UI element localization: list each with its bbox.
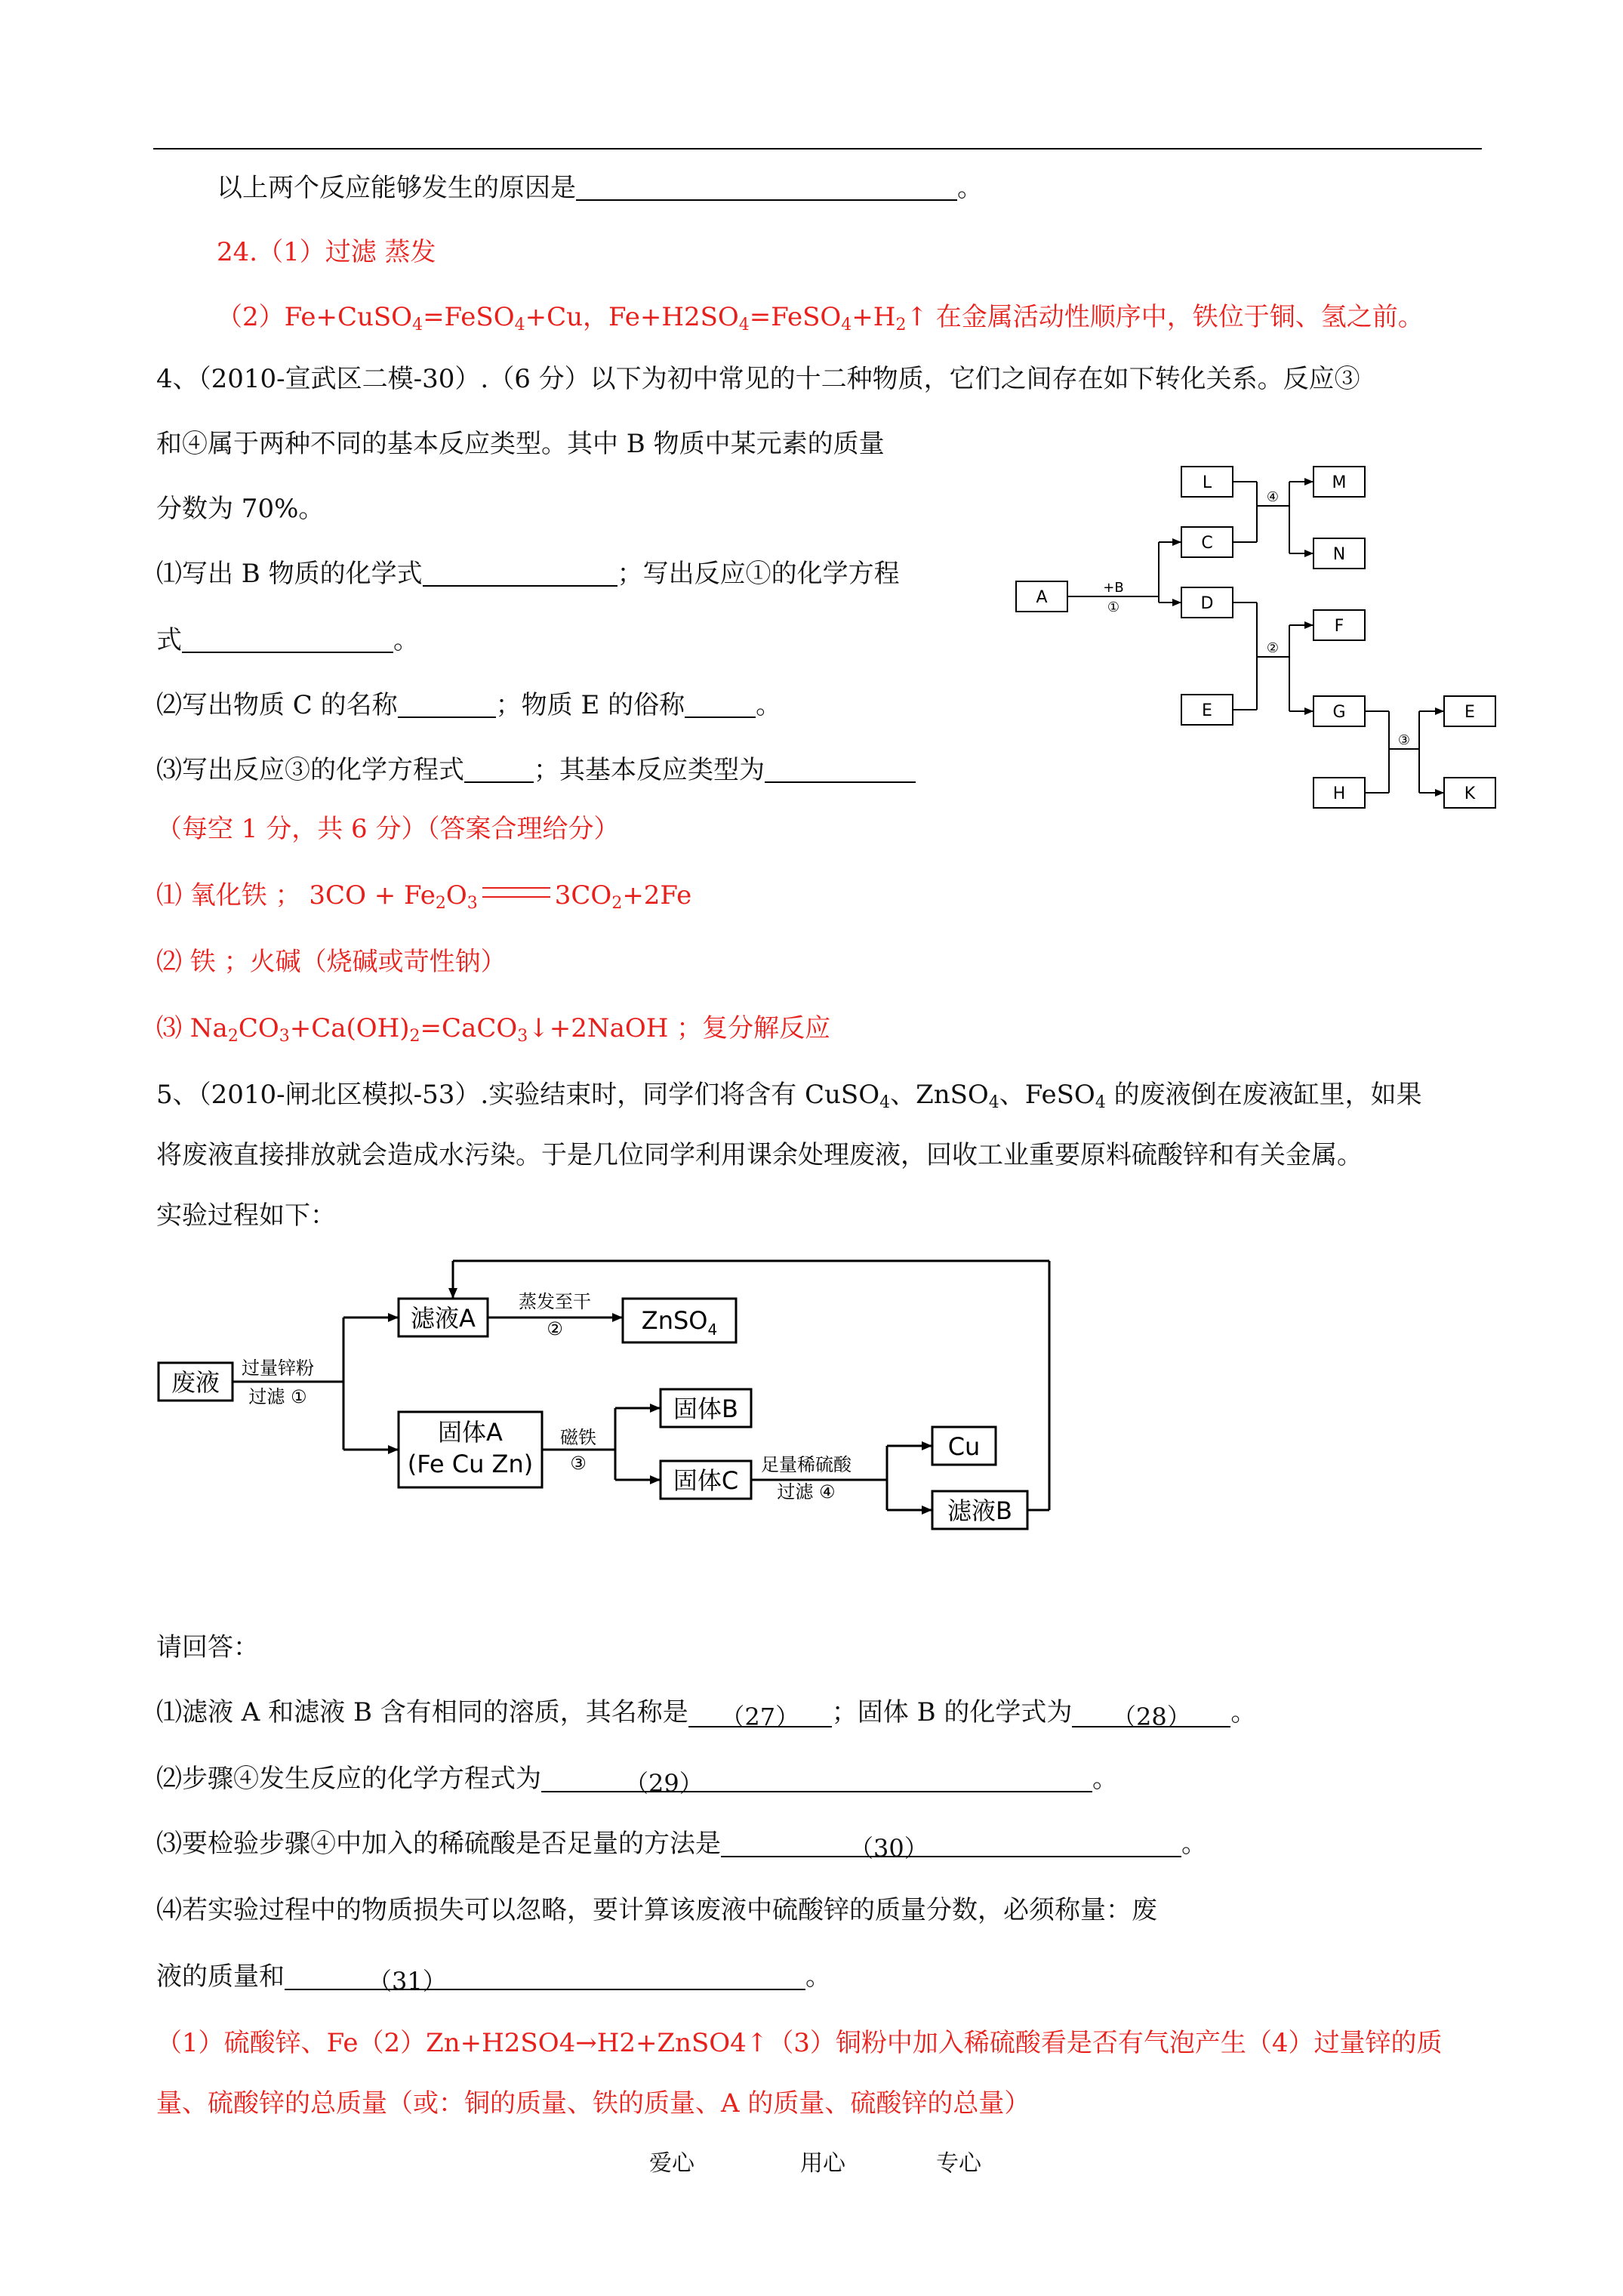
question-5-part-4: ⑷若实验过程中的物质损失可以忽略，要计算该废液中硫酸锌的质量分数，必须称量：废 bbox=[156, 1895, 1157, 1925]
header-rule bbox=[153, 148, 1482, 149]
filtrate-b-label: 滤液B bbox=[947, 1496, 1012, 1525]
solid-a-label: 固体A bbox=[438, 1418, 503, 1447]
answer-blank bbox=[765, 756, 916, 783]
node-k-label: K bbox=[1464, 784, 1476, 803]
node-m-label: M bbox=[1332, 473, 1347, 492]
step-2-mark: ② bbox=[547, 1318, 563, 1339]
reaction-4-mark: ④ bbox=[1266, 489, 1280, 505]
solid-b-label: 固体B bbox=[673, 1395, 738, 1423]
answer-5-line-1: （1）硫酸锌、Fe（2）Zn+H2SO4→H2+ZnSO4↑（3）铜粉中加入稀硫酸看是否有气泡产生（4）过量锌的质 bbox=[156, 2028, 1443, 2058]
text-line-reason: 以上两个反应能够发生的原因是 。 bbox=[217, 173, 983, 203]
reaction-3-mark: ③ bbox=[1397, 732, 1411, 748]
answer-blank bbox=[464, 756, 534, 783]
answer-24-2: （2）Fe+CuSO$_4$=FeSO$_4$+Cu，$Fe+H2SO_4=FeSO_4+H_2↑$ 在金属活动性顺序中，铁位于铜、氢之前。 bbox=[217, 302, 1424, 334]
equation-sign bbox=[482, 887, 550, 898]
answer-blank-31: （31） bbox=[285, 1965, 805, 1990]
node-f-label: F bbox=[1334, 617, 1344, 636]
node-n-label: N bbox=[1332, 545, 1346, 564]
step-1-filter: 过滤 ① bbox=[248, 1386, 307, 1407]
question-5-prompt: 请回答： bbox=[156, 1632, 259, 1663]
question-5-line-3: 实验过程如下： bbox=[156, 1200, 336, 1231]
node-g-label: G bbox=[1332, 703, 1346, 722]
answer-blank bbox=[685, 691, 756, 718]
question-4-line-1: 4、（2010-宣武区二模-30）.（6 分）以下为初中常见的十二种物质，它们之间存在如下转化关系。反应③ bbox=[156, 364, 1360, 394]
answer-4-part-2: ⑵ 铁 ；火碱（烧碱或苛性钠） bbox=[156, 947, 507, 977]
step-4-acid: 足量稀硫酸 bbox=[761, 1454, 852, 1475]
footer-love: 爱心 bbox=[649, 2150, 694, 2177]
reaction-network-diagram bbox=[1012, 453, 1510, 831]
node-c-label: C bbox=[1201, 534, 1213, 553]
answer-blank bbox=[423, 559, 617, 587]
question-4-part-3: ⑶写出反应③的化学方程式 ；其基本反应类型为 bbox=[156, 754, 916, 787]
answer-blank bbox=[576, 174, 957, 201]
znso4-label: ZnSO$_4$ bbox=[641, 1306, 718, 1339]
answer-blank-27: （27） bbox=[688, 1700, 832, 1727]
question-5-part-2: ⑵步骤④发生反应的化学方程式为 （29） 。 bbox=[156, 1764, 1118, 1798]
question-4-part-1b: 式 。 bbox=[156, 625, 419, 655]
answer-4-part-1: ⑴ 氧化铁 ； $3CO + Fe_2O_3$ $3CO_2+2Fe$ bbox=[156, 880, 692, 913]
question-5-line-2: 将废液直接排放就会造成水污染。于是几位同学利用课余处理废液，回收工业重要原料硫酸锌和有关金属。 bbox=[156, 1140, 1363, 1170]
filtrate-a-label: 滤液A bbox=[411, 1304, 476, 1333]
node-e2-label: E bbox=[1464, 703, 1475, 722]
question-5-part-3: ⑶要检验步骤④中加入的稀硫酸是否足量的方法是 （30） 。 bbox=[156, 1829, 1207, 1863]
answer-4-scoring: （每空 1 分，共 6 分）（答案合理给分） bbox=[156, 814, 620, 844]
question-4-part-2: ⑵写出物质 C 的名称 ；物质 E 的俗称 。 bbox=[156, 690, 782, 720]
node-d-label: D bbox=[1200, 594, 1214, 613]
answer-blank bbox=[182, 626, 393, 653]
waste-label: 废液 bbox=[171, 1368, 220, 1397]
process-flow-diagram bbox=[151, 1246, 1064, 1533]
cu-label: Cu bbox=[947, 1432, 981, 1461]
question-5-line-1: 5、（2010-闸北区模拟-53）.实验结束时，同学们将含有 CuSO$_4$、ZnSO$_4$、FeSO$_4$ 的废液倒在废液缸里，如果 bbox=[156, 1080, 1422, 1112]
footer-care: 用心 bbox=[800, 2150, 845, 2177]
question-5-part-4b: 液的质量和 （31） 。 bbox=[156, 1962, 831, 1996]
node-a-label: A bbox=[1036, 588, 1048, 607]
step-1-reagent: 过量锌粉 bbox=[242, 1358, 314, 1379]
answer-4-part-3: ⑶ $Na_2CO_3+Ca(OH)_2=CaCO_3↓+2NaOH$ ；复分解反应 bbox=[156, 1013, 831, 1046]
node-h-label: H bbox=[1332, 784, 1346, 803]
solid-a-composition: (Fe Cu Zn) bbox=[407, 1450, 534, 1478]
step-3-mark: ③ bbox=[570, 1453, 587, 1474]
reagent-plus-b: +B bbox=[1103, 580, 1124, 596]
answer-blank-29: （29） bbox=[541, 1767, 1092, 1792]
solid-c-label: 固体C bbox=[673, 1466, 739, 1495]
answer-blank bbox=[398, 691, 496, 718]
answer-blank-30: （30） bbox=[721, 1832, 1181, 1857]
footer-focus: 专心 bbox=[936, 2150, 981, 2177]
question-4-part-1: ⑴写出 B 物质的化学式 ；写出反应①的化学方程 bbox=[156, 559, 900, 589]
answer-24-1: 24.（1）过滤 蒸发 bbox=[217, 237, 436, 267]
answer-blank-28: （28） bbox=[1072, 1700, 1230, 1727]
answer-5-line-2: 量、硫酸锌的总质量（或：铜的质量、铁的质量、A 的质量、硫酸锌的总量） bbox=[156, 2088, 1030, 2119]
reaction-1-mark: ① bbox=[1107, 599, 1120, 615]
node-e-label: E bbox=[1202, 701, 1212, 720]
question-4-line-2: 和④属于两种不同的基本反应类型。其中 B 物质中某元素的质量 bbox=[156, 429, 885, 459]
question-4-line-3: 分数为 70%。 bbox=[156, 494, 325, 524]
step-3-magnet: 磁铁 bbox=[560, 1427, 596, 1448]
reaction-2-mark: ② bbox=[1266, 640, 1280, 656]
step-2-evaporate: 蒸发至干 bbox=[519, 1291, 591, 1312]
node-l-label: L bbox=[1202, 473, 1212, 492]
step-4-filter: 过滤 ④ bbox=[777, 1481, 836, 1502]
question-5-part-1: ⑴滤液 A 和滤液 B 含有相同的溶质，其名称是 （27） ；固体 B 的化学式为 （28） 。 bbox=[156, 1697, 1257, 1731]
